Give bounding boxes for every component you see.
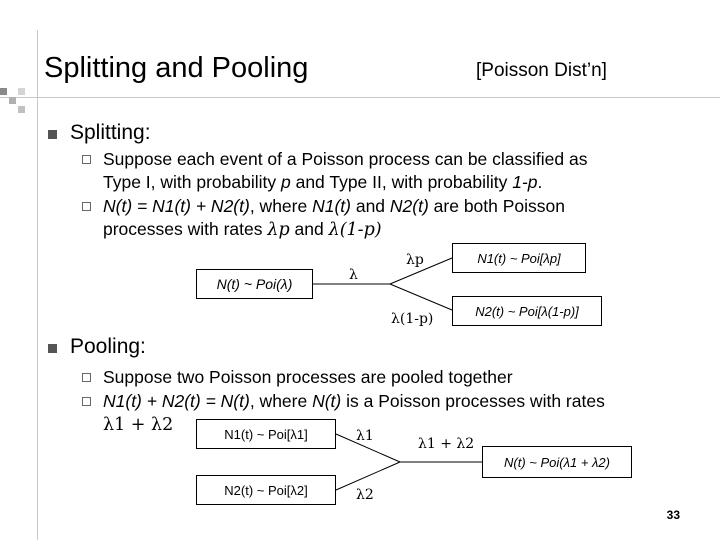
upper-rate-label: λp (406, 252, 424, 268)
splitting-heading: Splitting: (70, 121, 151, 144)
text: and (289, 219, 329, 239)
text: p (281, 172, 291, 192)
slide-title: Splitting and Pooling (44, 52, 309, 84)
lower-process-box: N2(t) ~ Poi[λ(1-p)] (452, 296, 602, 326)
text: λp (267, 220, 290, 240)
pool-lower-line (336, 462, 400, 490)
slide-subtitle: [Poisson Dist’n] (476, 60, 607, 81)
merged-rate-label: λ1 + λ2 (418, 436, 475, 452)
lower-rate-label: λ(1-p) (391, 311, 434, 327)
pool-rate-2-label: λ2 (356, 487, 374, 503)
text: N1(t) (312, 196, 351, 216)
pooling-item-2-line-2: λ1 + λ2 (103, 415, 174, 435)
upper-process-box: N1(t) ~ Poi[λp] (452, 243, 586, 273)
sub-bullet-icon (82, 373, 91, 382)
text: and (350, 196, 390, 216)
text: , where (249, 391, 313, 411)
text: Type I, with probability (103, 172, 281, 192)
text: processes with rates (103, 219, 268, 239)
source-rate-label: λ (349, 267, 358, 283)
text: . (537, 172, 543, 192)
text: 1-p (512, 172, 538, 192)
text: N2(t) (389, 196, 429, 216)
pool-input-box-1: N1(t) ~ Poi[λ1] (196, 419, 336, 449)
text: N(t) (312, 391, 342, 411)
pool-result-box: N(t) ~ Poi(λ1 + λ2) (482, 446, 632, 478)
pool-input-box-2: N2(t) ~ Poi[λ2] (196, 475, 336, 505)
splitting-item-1-line-1: Suppose each event of a Poisson process can be classified as (103, 149, 588, 169)
text: N1(t) + N2(t) = N(t) (103, 391, 250, 411)
bullet-icon (48, 344, 57, 353)
source-process-box: N(t) ~ Poi(λ) (196, 269, 313, 299)
split-lower-line (390, 284, 452, 310)
page-number: 33 (666, 508, 680, 522)
text: λ(1-p) (328, 220, 382, 240)
pooling-item-1: Suppose two Poisson processes are pooled together (103, 367, 513, 387)
text: , where (249, 196, 313, 216)
pool-rate-1-label: λ1 (356, 428, 374, 444)
sub-bullet-icon (82, 397, 91, 406)
text: are both Poisson (428, 196, 565, 216)
text: N(t) = N1(t) + N2(t) (103, 196, 250, 216)
text: and Type II, with probability (290, 172, 513, 192)
pooling-heading: Pooling: (70, 335, 146, 358)
text: is a Poisson processes with rates (341, 391, 605, 411)
pooling-item-2 (103, 390, 605, 413)
